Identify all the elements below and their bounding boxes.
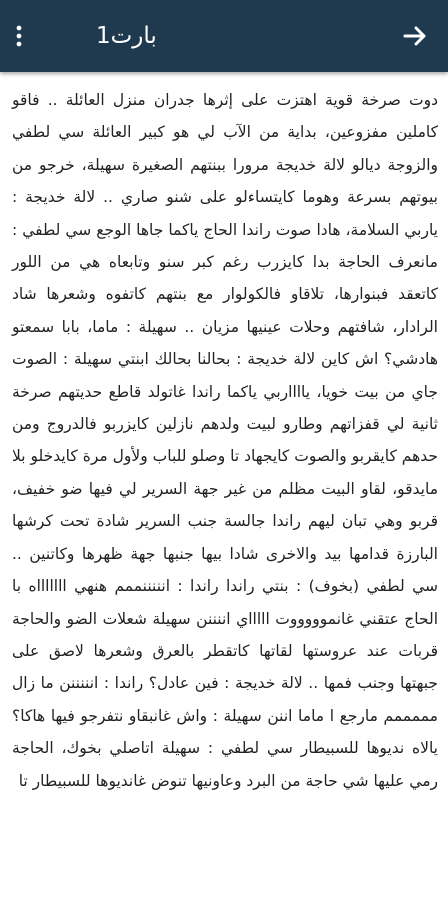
more-vertical-icon [16, 25, 22, 47]
arrow-right-icon [403, 26, 427, 46]
page-title: بارت1 [96, 23, 157, 49]
story-content[interactable] [0, 72, 448, 900]
story-text: دوت صرخة قوية اهتزت على إثرها جدران منزل العائلة .. فاقو كاملين مفزوعين، بداية من الآب لي هو كبير العائلة سي لطفي والزوجة ديالو لالة خديجة مرورا ببنتهم الصغيرة سهيلة، خرجو من بيوتهم بسرعة وهوما كايتساءلو على شنو صاري .. لالة خديجة : ياربي السلامة، هادا صوت راندا الحاج ياكما جاها الوجع سي لطفي : مانعرف الحاجة بدا كايزرب رغم كبر سنو وتابعاه هي من اللور كاتعقد فبنوارها، تلاقاو فالكولوار مع بنتهم كاتفوه وشعرها شاد الرادار، شافتهم وحلات عينيها مزيان .. سهيلة : ماما، بابا سمعتو هادشي؟ اش كاين لالة خديجة : بحالنا بحالك ابنتي سهيلة : الصوت جاي من بيت خويا، يااااربي ياكما راندا غاتولد قاطع حديتهم صرخة ثانية لي قفزاتهم وطارو لبيت ولدهم نازلين كايزربو فالدروج ومن حدهم كايقربو والصوت كايجهاد تا وصلو للباب ولأول مرة كايدخلو بلا مايدقو، لقاو البيت مظلم من غير جهة السرير لي فيها ضو خفيف، قربو وهي تبان ليهم راندا جالسة جنب السرير شادة تحت كرشها البارزة قدامها بيد والاخرى شادا بيها جنبها جهة ظهرها وكاتنين .. سي لطفي (بخوف) : بنتي راندا راندا : انننننممم هنهي اااااااه با الحاج عتقني غانموووووت اااااي اننننن سهيلة شعلات الضو والحاجة قربات عند عروستها لقاتها كاتقطر بالعرق وشعرها لاصق على جبهتها وجنب فمها .. لالة خديجة : فين عادل؟ راندا : انننننن ما زال مممممم مارجع ا ماما اننن سهيلة : واش غانبقاو نتفرجو فيها هاكا؟ يالاه نديوها للسبيطار سي لطفي : سهيلة اتاصلي بخوك، الحاجة رمي عليها شي حاجة من البرد وعاونيها تنوض غانديوها للسبيطار تا [12, 91, 438, 790]
overflow-menu-button[interactable] [4, 12, 34, 60]
app-bar [0, 0, 448, 72]
back-button[interactable] [391, 12, 439, 60]
